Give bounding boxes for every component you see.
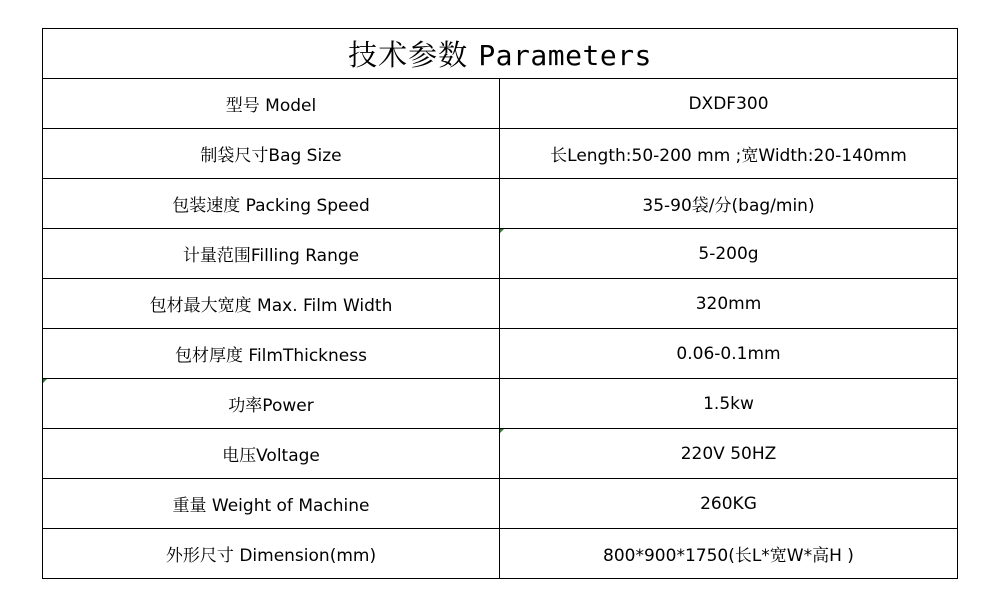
row-label: 包材厚度 FilmThickness (43, 329, 500, 379)
row-label: 包材最大宽度 Max. Film Width (43, 279, 500, 329)
table-row-weight (43, 479, 958, 529)
row-value: 260KG (500, 479, 958, 529)
table-row-voltage (43, 429, 958, 479)
row-label: 包装速度 Packing Speed (43, 179, 500, 229)
row-label: 制袋尺寸Bag Size (43, 129, 500, 179)
row-value: 800*900*1750(长L*宽W*高H ) (500, 529, 958, 579)
table-row-model (43, 79, 958, 129)
row-label: 电压Voltage (43, 429, 500, 479)
row-value: 35-90袋/分(bag/min) (500, 179, 958, 229)
row-label: 型号 Model (43, 79, 500, 129)
row-value: 5-200g (500, 229, 958, 279)
row-label: 重量 Weight of Machine (43, 479, 500, 529)
row-value: 220V 50HZ (500, 429, 958, 479)
cell-comment-marker (500, 429, 504, 433)
title-english: Parameters (478, 39, 652, 72)
table-row-filling-range (43, 229, 958, 279)
table-row-bag-size (43, 129, 958, 179)
row-label: 计量范围Filling Range (43, 229, 500, 279)
table-title (43, 29, 958, 79)
cell-comment-marker (500, 229, 504, 233)
table-row-film-thickness (43, 329, 958, 379)
parameters-table (42, 28, 958, 579)
table-title-row (43, 29, 958, 79)
table-row-film-width (43, 279, 958, 329)
row-value: DXDF300 (500, 79, 958, 129)
row-label: 功率Power (43, 379, 500, 429)
row-label: 外形尺寸 Dimension(mm) (43, 529, 500, 579)
row-value: 长Length:50-200 mm ;宽Width:20-140mm (500, 129, 958, 179)
row-value: 0.06-0.1mm (500, 329, 958, 379)
table-row-packing-speed (43, 179, 958, 229)
row-value: 320mm (500, 279, 958, 329)
table-row-dimension (43, 529, 958, 579)
cell-comment-marker (43, 379, 47, 383)
table-row-power (43, 379, 958, 429)
title-chinese: 技术参数 (348, 38, 469, 72)
row-value: 1.5kw (500, 379, 958, 429)
